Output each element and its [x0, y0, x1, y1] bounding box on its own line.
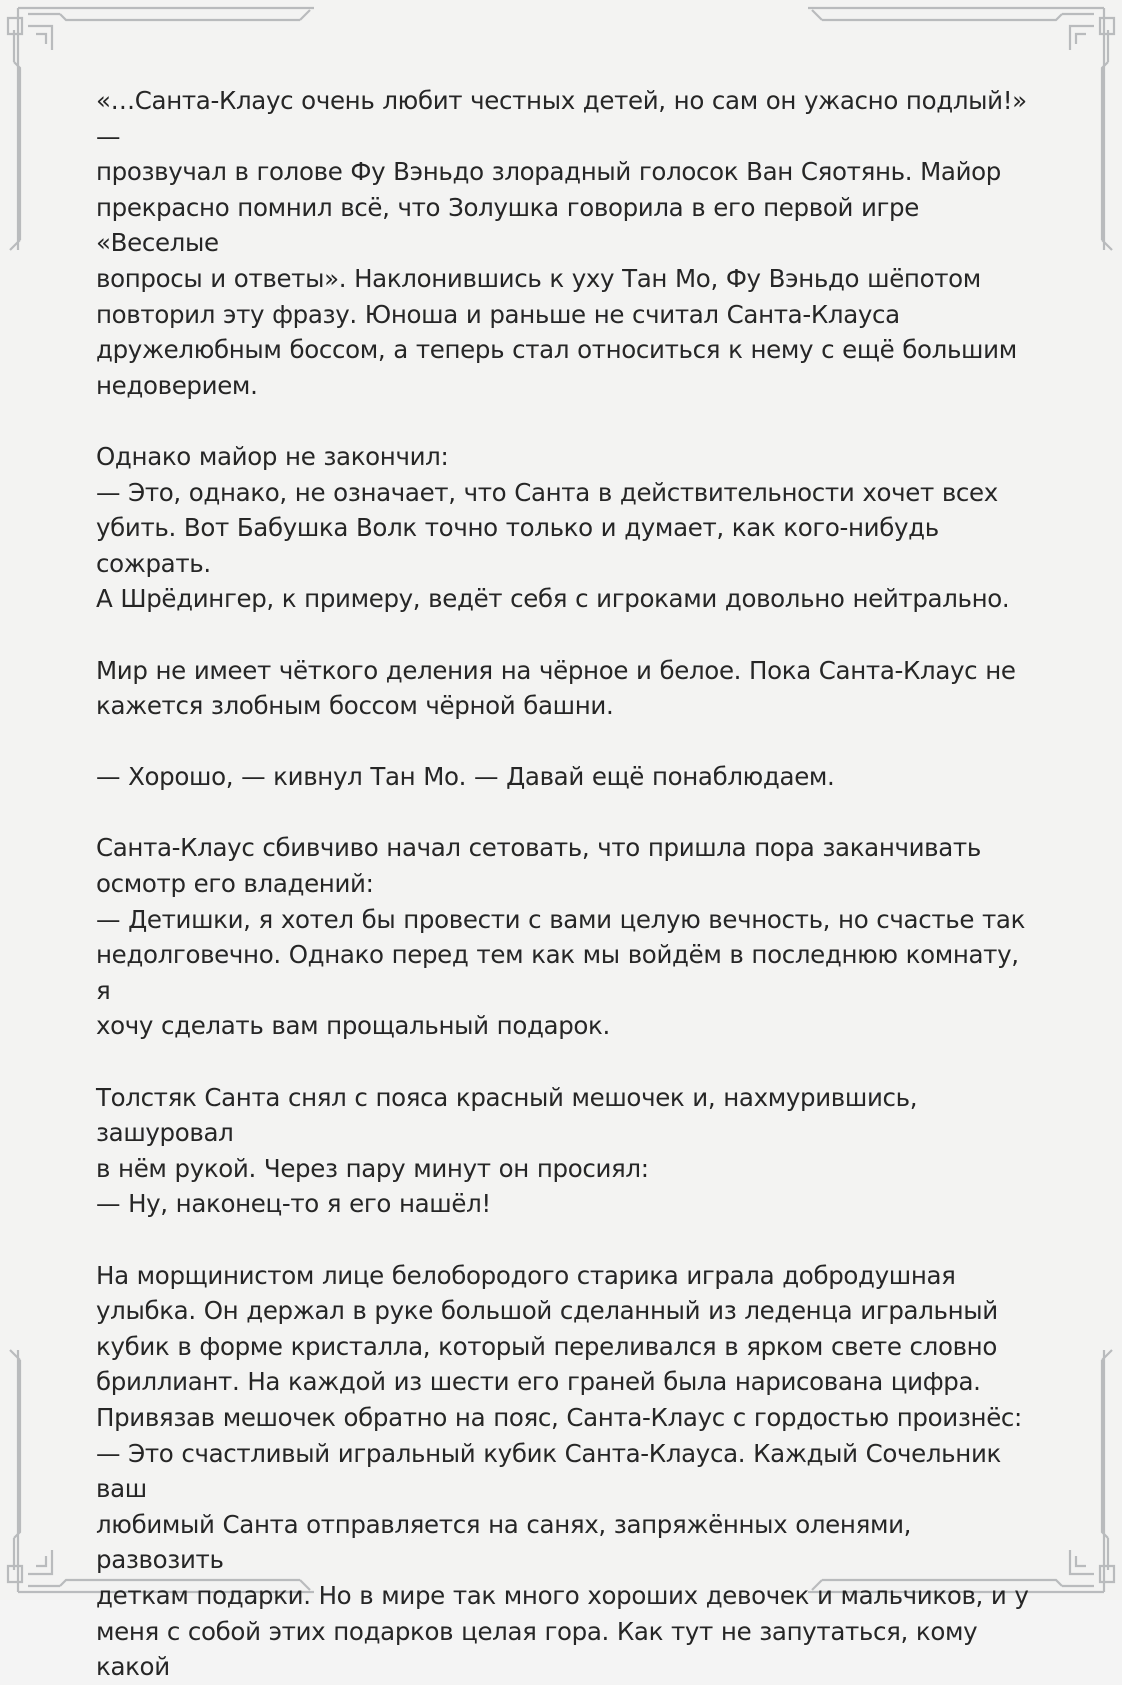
- paragraph: — Хорошо, — кивнул Тан Мо. — Давай ещё понаблюдаем.: [96, 762, 835, 792]
- paragraph: Однако майор не закончил: — Это, однако, не означает, что Санта в действительности хочет всех убить. Вот Бабушка Волк точно только и думает, как кого-нибудь сожрать. А Шрёдингер, к примеру, ведёт себя с игроками довольно нейтрально.: [96, 441, 1010, 614]
- document-body: [96, 83, 1036, 1685]
- paragraph: На морщинистом лице белобородого старика играла добродушная улыбка. Он держал в руке большой сделанный из леденца игральный кубик в форме кристалла, который переливался в ярком свете словно бриллиант. На каждой из шести его граней была нарисована цифра. Привязав мешочек обратно на пояс, Санта-Клаус с гордостью произнёс: — Это счастливый игральный кубик Санта-Клауса. Каждый Сочельник ваш любимый Санта отправляется на санях, запряжённых оленями, развозить деткам подарки. Но в мире так много хороших девочек и мальчиков, и у меня с собой этих подарков целая гора. Как тут не запутаться, кому какой: [96, 1260, 1029, 1682]
- paragraph: Мир не имеет чёткого деления на чёрное и белое. Пока Санта-Клаус не кажется злобным боссом чёрной башни.: [96, 655, 1016, 721]
- paragraph: Санта-Клаус сбивчиво начал сетовать, что пришла пора заканчивать осмотр его владений: — Детишки, я хотел бы провести с вами целую вечность, но счастье так недолговечно. Однако перед тем как мы войдём в последнюю комнату, я хочу сделать вам прощальный подарок.: [96, 833, 1026, 1041]
- paragraph: «…Санта-Клаус очень любит честных детей, но сам он ужасно подлый!» — прозвучал в голове Фу Вэньдо злорадный голосок Ван Сяотянь. Майор прекрасно помнил всё, что Золушка говорила в его первой игре «Веселые вопросы и ответы». Наклонившись к уху Тан Мо, Фу Вэньдо шёпотом повторил эту фразу. Юноша и раньше не считал Санта-Клауса дружелюбным боссом, а теперь стал относиться к нему с ещё большим недоверием.: [96, 86, 1027, 400]
- paragraph: Толстяк Санта снял с пояса красный мешочек и, нахмурившись, зашуровал в нём рукой. Через пару минут он просиял: — Ну, наконец-то я его нашёл!: [96, 1082, 918, 1219]
